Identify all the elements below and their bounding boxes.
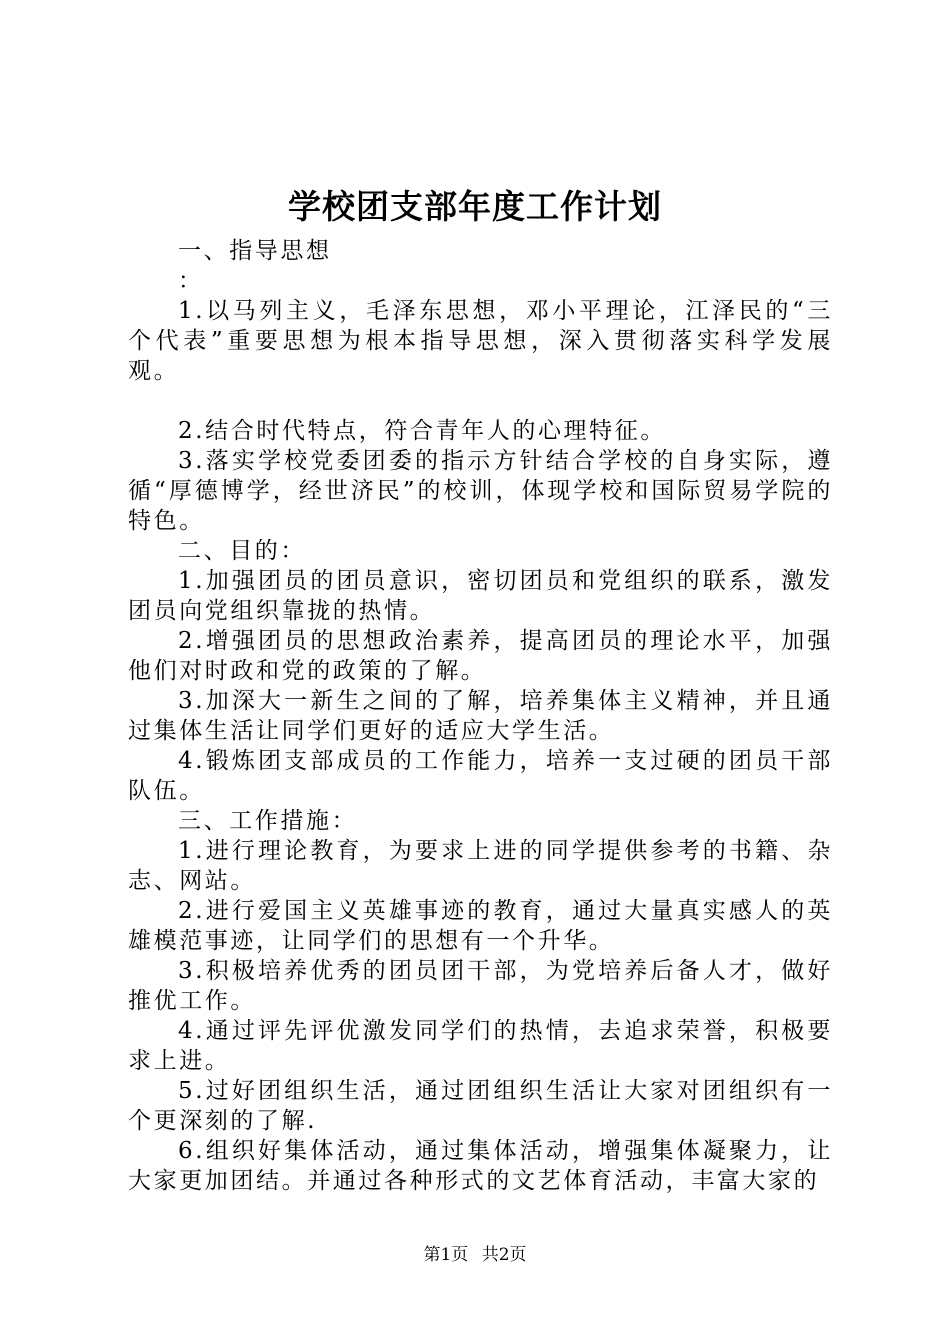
- paragraph: 2.进行爱国主义英雄事迹的教育，通过大量真实感人的英雄模范事迹，让同学们的思想有一个升华。: [128, 898, 833, 954]
- page-number-current: 第1页: [423, 1245, 469, 1265]
- section-heading-purpose: 二、目的：: [178, 538, 306, 564]
- section-heading-measures: 三、工作措施：: [178, 808, 358, 834]
- paragraph: 3.积极培养优秀的团员团干部，为党培养后备人才，做好推优工作。: [128, 958, 833, 1014]
- paragraph: 2.增强团员的思想政治素养，提高团员的理论水平，加强他们对时政和党的政策的了解。: [128, 628, 833, 684]
- paragraph: 4.通过评先评优激发同学们的热情，去追求荣誉，积极要求上进。: [128, 1018, 833, 1074]
- paragraph: 3.落实学校党委团委的指示方针结合学校的自身实际，遵循“厚德博学，经世济民”的校训，体现学校和国际贸易学院的特色。: [128, 448, 833, 534]
- paragraph: 5.过好团组织生活，通过团组织生活让大家对团组织有一个更深刻的了解.: [128, 1078, 833, 1134]
- section-heading-guiding-ideology: 一、指导思想: [178, 238, 332, 264]
- paragraph: 3.加深大一新生之间的了解，培养集体主义精神，并且通过集体生活让同学们更好的适应大学生活。: [128, 688, 833, 744]
- page-footer: [0, 1243, 950, 1267]
- paragraph: 6.组织好集体活动，通过集体活动，增强集体凝聚力，让大家更加团结。并通过各种形式的文艺体育活动，丰富大家的: [128, 1138, 833, 1194]
- document-body: [128, 236, 833, 1196]
- paragraph: 1.进行理论教育，为要求上进的同学提供参考的书籍、杂志、网站。: [128, 838, 833, 894]
- page-title: 学校团支部年度工作计划: [288, 187, 662, 226]
- paragraph: 4.锻炼团支部成员的工作能力，培养一支过硬的团员干部队伍。: [128, 748, 833, 804]
- paragraph-colon: ：: [178, 268, 204, 294]
- paragraph: 1.加强团员的团员意识，密切团员和党组织的联系，激发团员向党组织靠拢的热情。: [128, 568, 833, 624]
- paragraph: 2.结合时代特点，符合青年人的心理特征。: [178, 418, 666, 444]
- page-number-total: 共2页: [481, 1245, 527, 1265]
- paragraph: 1.以马列主义，毛泽东思想，邓小平理论，江泽民的“三个代表”重要思想为根本指导思想，深入贯彻落实科学发展观。: [128, 298, 833, 384]
